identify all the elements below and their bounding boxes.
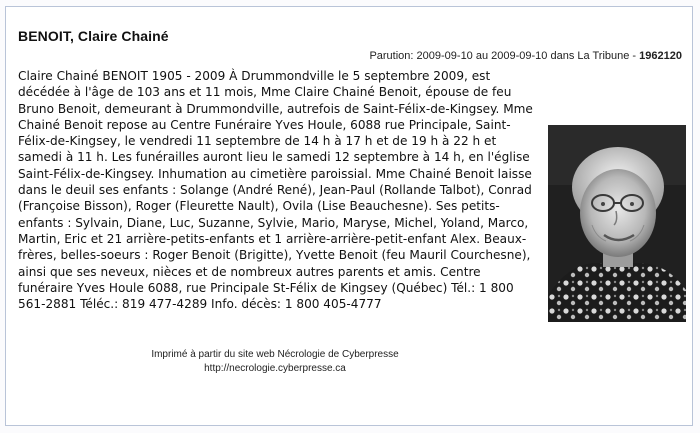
- obituary-text: Claire Chainé BENOIT 1905 - 2009 À Drummondville le 5 septembre 2009, est décédée à l'âge de 103 ans et 11 mois, Mme Claire Chainé Benoit, épouse de feu Bruno Benoit, demeurant à Drummondville, autrefois de Saint-Félix-de-Kingsey. Mme Chainé Benoit repose au Centre Funéraire Yves Houle, 6088 rue Principale, Saint-Félix-de-Kingsey, le vendredi 11 septembre de 14 h à 17 h et de 19 h à 22 h et samedi à 11 h. Les funérailles auront lieu le samedi 12 septembre à 14 h, en l'église Saint-Félix-de-Kingsey. Inhumation au cimetière paroissial. Mme Chainé Benoit laisse dans le deuil ses enfants : Solange (André René), Jean-Paul (Rollande Talbot), Conrad (Françoise Bisson), Roger (Fleurette Nault), Ovila (Lise Beauchesne). Ses petits-enfants : Sylvain, Diane, Luc, Suzanne, Sylvie, Mario, Maryse, Michel, Yoland, Marco, Martin, Eric et 21 arrière-petits-enfants et 1 arrière-arrière-petit-enfant Alex. Beaux-frères, belles-soeurs : Roger Benoit (Brigitte), Yvette Benoit (feu Mauril Courchesne), ainsi que ses neveux, nièces et de nombreux autres parents et amis. Centre funéraire Yves Houle 6088, rue Principale St-Félix de Kingsey (Québec) Tél.: 1 800 561-2881 Téléc.: 819 477-4289 Info. décès: 1 800 405-4777: [18, 69, 533, 312]
- source-url: http://necrologie.cyberpresse.ca: [204, 363, 346, 374]
- deceased-name-heading: BENOIT, Claire Chainé: [18, 28, 169, 44]
- printed-from-note: Imprimé à partir du site web Nécrologie de Cyberpresse: [151, 349, 399, 360]
- publication-dates: 2009-09-10 au 2009-09-10: [416, 50, 548, 62]
- publication-newspaper: dans La Tribune -: [550, 50, 637, 62]
- publication-info: [369, 50, 682, 62]
- portrait-image: [548, 125, 686, 322]
- publication-id: 1962120: [639, 50, 682, 62]
- portrait-photo: [548, 125, 686, 322]
- publication-label: Parution:: [369, 50, 414, 62]
